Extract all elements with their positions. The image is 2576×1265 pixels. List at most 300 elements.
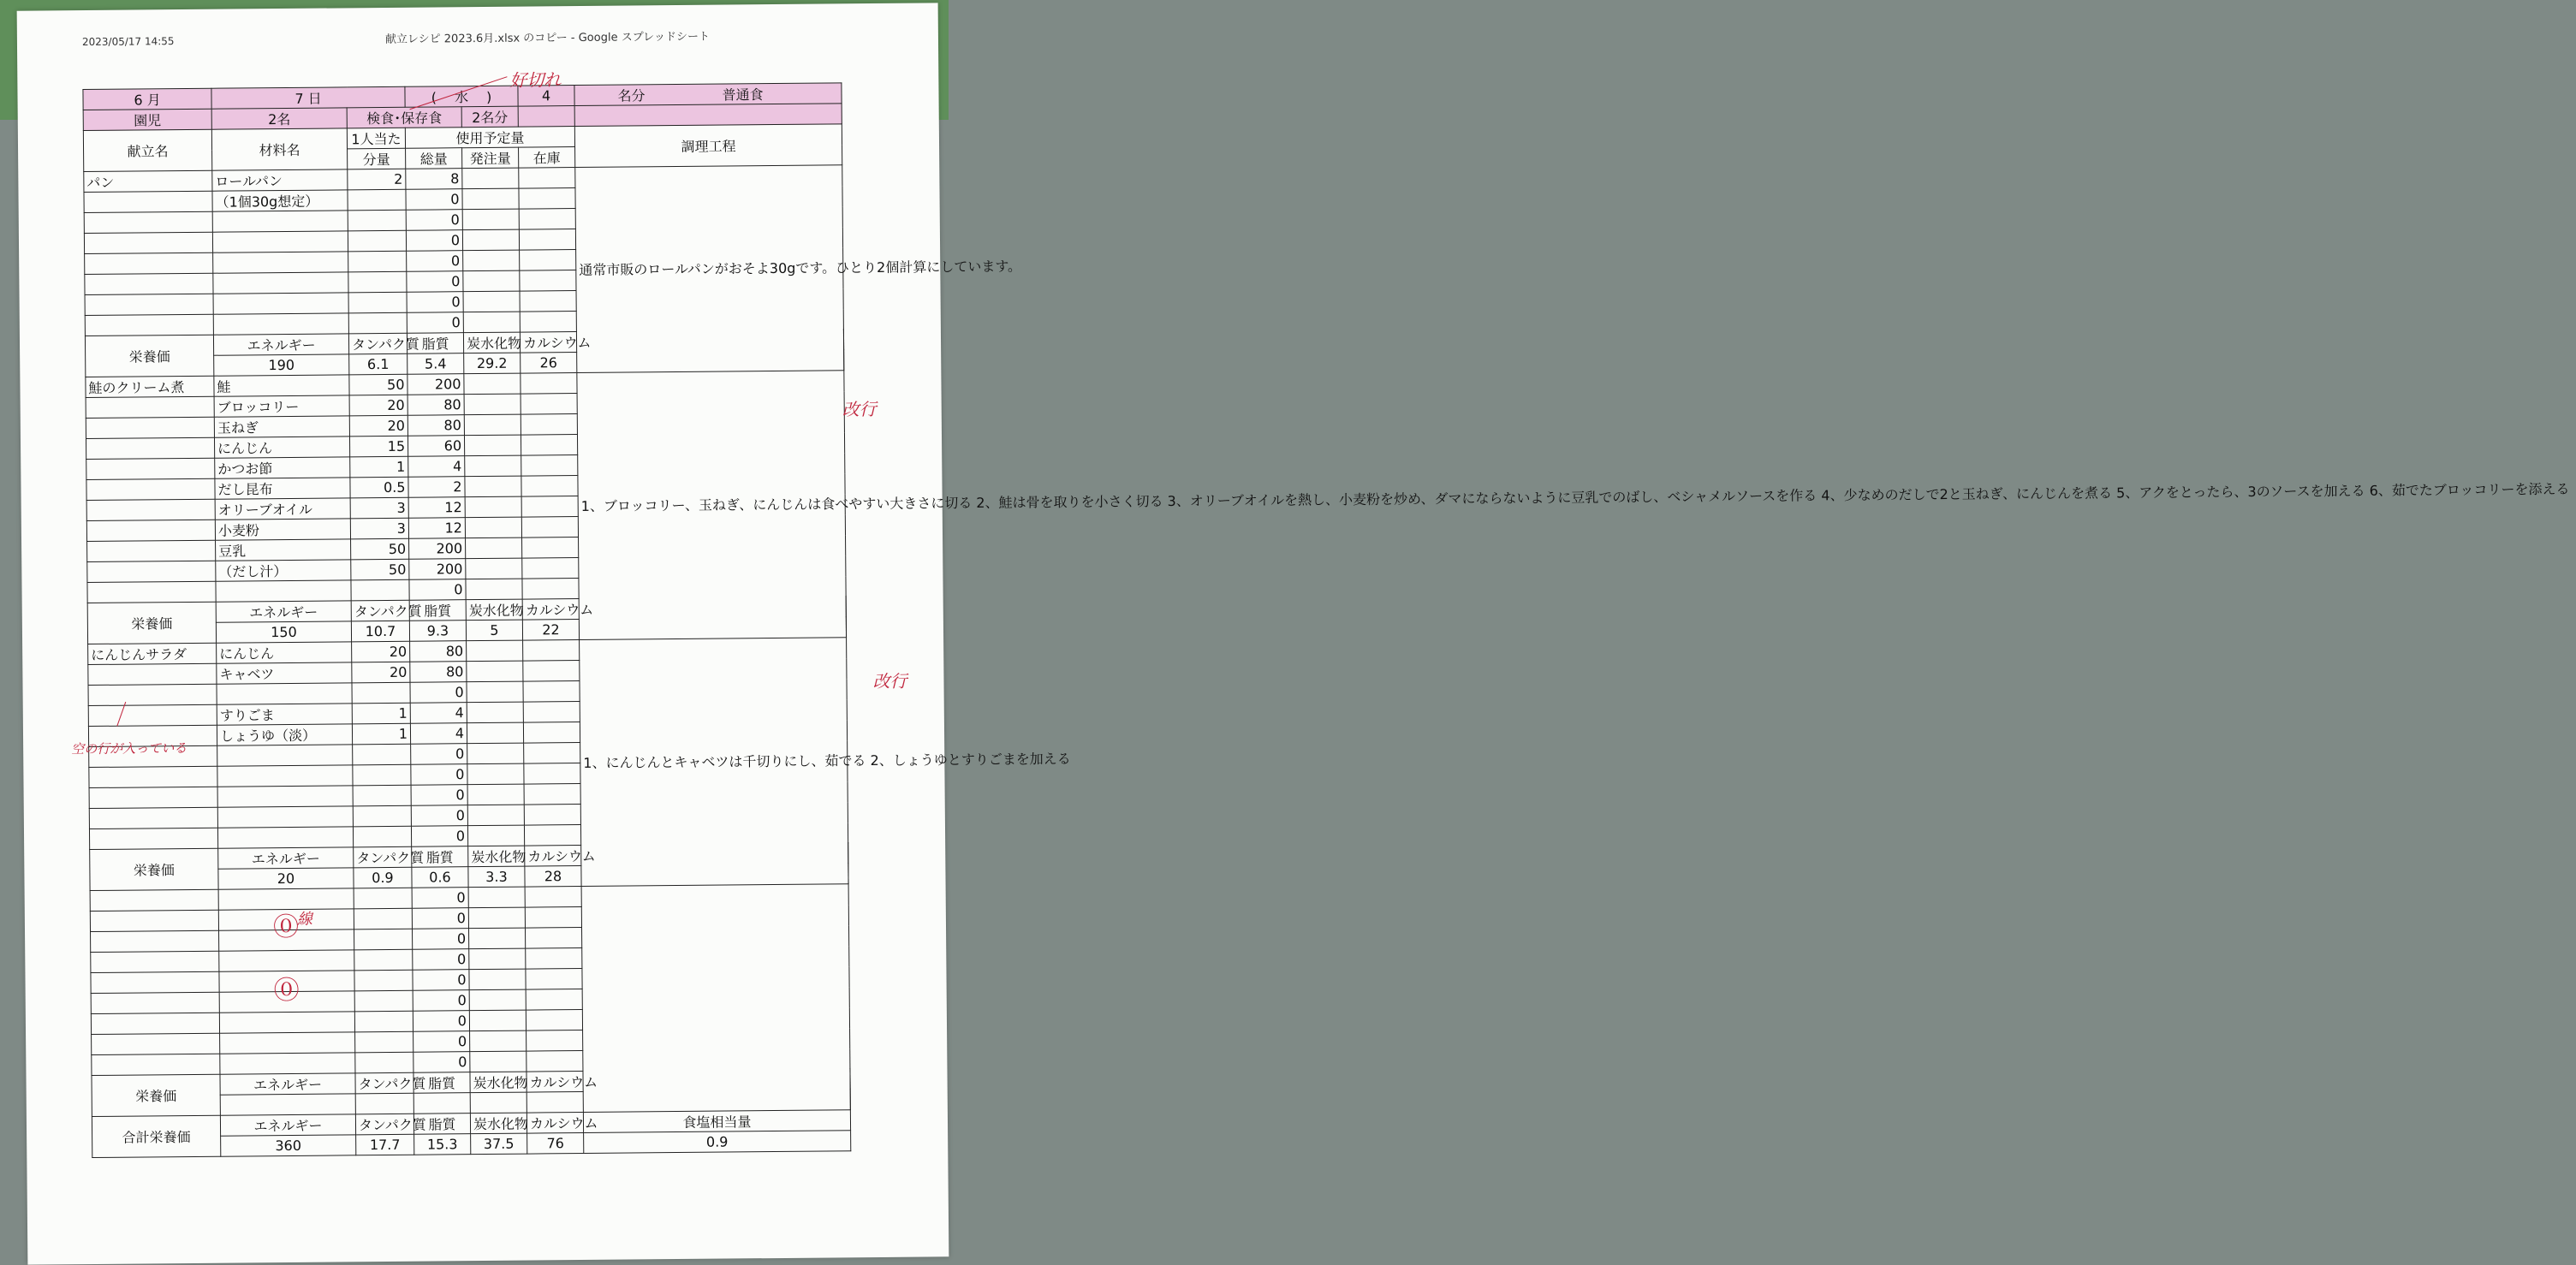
nutrition-value: 3.3 [468, 866, 525, 888]
total-value: 0 [411, 826, 467, 847]
menu-name [89, 807, 217, 828]
menu-name: にんじんサラダ [88, 643, 217, 664]
menu-name [90, 910, 218, 931]
total-value: 0 [406, 210, 462, 231]
col-total: 総量 [406, 148, 462, 169]
amount-value: 3 [350, 497, 408, 519]
ingredient-name [217, 786, 353, 807]
total-value: 0 [407, 251, 463, 272]
children-count: 2名 [211, 108, 347, 129]
order-value [470, 1030, 527, 1052]
order-value [462, 229, 519, 251]
order-value [469, 948, 526, 970]
order-value [463, 250, 520, 271]
total-value: 80 [408, 395, 464, 416]
total-nutrition-value: 17.7 [356, 1134, 414, 1155]
stock-value [519, 168, 575, 189]
ingredient-name: ロールパン [212, 169, 348, 191]
stock-value [523, 702, 580, 723]
stock-value [523, 722, 580, 744]
nutrition-header: 炭水化物 [470, 1072, 527, 1093]
total-nutrition-header: タンパク質 [355, 1114, 413, 1135]
menu-name [89, 828, 217, 849]
amount-value [354, 990, 413, 1012]
order-value [463, 291, 520, 312]
nutrition-value: 5 [466, 620, 522, 641]
total-value: 12 [408, 497, 465, 519]
amount-value: 2 [348, 169, 406, 190]
total-value: 0 [413, 949, 469, 971]
menu-name [86, 458, 215, 479]
menu-name [91, 951, 219, 972]
stock-value [521, 414, 577, 436]
nutrition-header: 脂質 [407, 333, 463, 354]
nutrition-header: エネルギー [218, 847, 354, 869]
weekday-cell: ( 水 ) [405, 86, 518, 107]
nutrition-value: 190 [214, 354, 349, 376]
ingredient-name: オリーブオイル [215, 498, 350, 520]
menu-name [87, 540, 216, 561]
nutrition-header: 炭水化物 [463, 332, 520, 353]
menu-name [91, 930, 219, 952]
stock-value [526, 1010, 582, 1031]
ingredient-name [217, 765, 353, 787]
amount-value: 50 [351, 559, 409, 580]
amount-value: 20 [349, 395, 408, 416]
total-value: 80 [408, 415, 464, 437]
count-cell: 4 [518, 86, 574, 107]
col-per-person: 1人当た [347, 128, 405, 149]
ingredient-name: だし昆布 [215, 478, 350, 499]
menu-name [86, 437, 214, 459]
order-value [464, 435, 521, 456]
order-value [467, 640, 523, 662]
stock-value [523, 640, 580, 662]
nutrition-value: 26 [521, 353, 577, 374]
order-value [467, 702, 523, 723]
ingredient-name: しょうゆ（淡） [217, 724, 352, 745]
ingredient-name: 豆乳 [216, 539, 351, 561]
nutrition-header: エネルギー [213, 334, 348, 355]
ingredient-name [212, 211, 348, 232]
amount-value [348, 210, 406, 231]
order-value [465, 455, 521, 477]
nutrition-header: カルシウム [527, 1071, 583, 1092]
amount-value [354, 929, 413, 950]
nutrition-header: 炭水化物 [466, 599, 522, 621]
order-value [469, 928, 526, 949]
menu-name [85, 252, 213, 274]
order-value [465, 517, 521, 538]
handwritten-circle-1: ⓪ [273, 906, 299, 943]
amount-value: 1 [352, 703, 410, 724]
total-value: 0 [411, 805, 467, 827]
amount-value [348, 189, 406, 211]
ingredient-name [217, 745, 353, 766]
amount-value [353, 805, 411, 827]
stock-value [525, 907, 581, 929]
stock-value [521, 373, 577, 395]
ingredient-name [217, 806, 353, 828]
order-value [466, 579, 522, 600]
order-value [464, 414, 521, 436]
order-value [467, 661, 523, 682]
order-value [463, 312, 520, 333]
nutrition-value: 22 [522, 620, 579, 641]
order-value [469, 1010, 526, 1031]
amount-value [354, 888, 412, 909]
stock-value [524, 805, 580, 826]
process-text: 通常市販のロールパンがおそよ30gです。ひとり2個計算にしています。 [575, 165, 844, 373]
ingredient-name: キャベツ [217, 662, 352, 684]
print-title: 献立レシピ 2023.6月.xlsx のコピー - Google スプレッドシート [385, 27, 710, 46]
menu-name [87, 561, 216, 582]
ingredient-name: すりごま [217, 704, 352, 725]
order-value [463, 270, 520, 292]
menu-name [88, 684, 217, 705]
stock-value [527, 1050, 583, 1072]
ingredient-name [213, 313, 348, 335]
diet-type: 普通食 [722, 86, 763, 103]
total-value: 0 [407, 312, 463, 334]
total-value: 200 [409, 538, 466, 560]
menu-name [89, 766, 217, 787]
order-value [467, 825, 524, 846]
stock-value [526, 948, 582, 970]
stock-value [522, 558, 579, 579]
amount-value [352, 682, 410, 704]
printed-page [17, 3, 949, 1264]
menu-name [84, 211, 212, 233]
amount-value: 1 [352, 723, 410, 745]
menu-name [91, 971, 219, 993]
total-value: 200 [408, 374, 464, 395]
total-value: 4 [410, 703, 467, 724]
total-nutrition-header: 炭水化物 [470, 1113, 527, 1134]
order-value [467, 763, 524, 785]
amount-value [353, 785, 411, 806]
total-value: 80 [410, 641, 467, 662]
total-value: 4 [410, 723, 467, 745]
total-value: 12 [408, 518, 465, 539]
handwritten-note-kaigyo-2: 改行 [872, 668, 907, 692]
ingredient-name [216, 580, 351, 602]
total-nutrition-value: 37.5 [471, 1133, 527, 1155]
total-nutrition-header: エネルギー [220, 1114, 355, 1136]
ingredient-name [220, 1032, 355, 1054]
ingredient-name [217, 827, 353, 848]
stock-value [521, 496, 578, 518]
handwritten-note-sen: 線 [297, 907, 312, 929]
stock-value [519, 188, 575, 210]
total-value: 0 [412, 888, 468, 909]
ingredient-name: 玉ねぎ [214, 416, 349, 437]
total-value: 0 [413, 990, 469, 1012]
stock-value [520, 291, 576, 312]
order-value [469, 969, 526, 990]
nutrition-value [413, 1093, 470, 1114]
nutrition-header: 脂質 [409, 600, 466, 621]
ingredient-name [213, 272, 348, 294]
total-value: 0 [409, 579, 466, 601]
amount-value [348, 251, 407, 272]
order-value [465, 496, 521, 518]
stock-value [519, 209, 575, 230]
menu-name [86, 396, 214, 418]
total-value: 0 [413, 970, 469, 991]
nutrition-value: 6.1 [349, 353, 408, 375]
nutrition-label: 栄養価 [87, 602, 216, 644]
stock-value [523, 661, 580, 682]
order-value [467, 681, 523, 703]
month-cell: 6 月 [83, 88, 211, 110]
stock-value [521, 476, 578, 497]
amount-value: 0.5 [350, 477, 408, 498]
menu-name [86, 520, 215, 541]
amount-value: 20 [352, 641, 410, 662]
children-label: 園児 [83, 109, 211, 130]
total-value: 0 [410, 682, 467, 704]
nutrition-header: タンパク質 [355, 1072, 413, 1094]
amount-value [351, 579, 409, 601]
handwritten-note-kaigyo-1: 改行 [842, 395, 877, 420]
total-nutrition-value: 76 [527, 1132, 584, 1154]
print-date: 2023/05/17 14:55 [82, 35, 175, 48]
ingredient-name: にんじん [217, 642, 352, 663]
total-value: 0 [407, 271, 463, 293]
nutrition-header: タンパク質 [351, 600, 409, 621]
order-value [464, 394, 521, 415]
nutrition-value [527, 1091, 583, 1113]
col-planned: 使用予定量 [405, 127, 574, 149]
nutrition-value: 0.9 [354, 867, 412, 888]
recipe-table [82, 82, 851, 1158]
kenshoku-count: 2名分 [461, 106, 518, 128]
menu-name [86, 478, 215, 500]
ingredient-name: かつお節 [215, 457, 350, 478]
stock-value [524, 825, 580, 846]
order-value [465, 476, 521, 497]
nutrition-value: 10.7 [351, 621, 409, 642]
amount-value: 3 [350, 518, 408, 539]
stock-value [520, 250, 576, 271]
total-nutrition-header: カルシウム [527, 1112, 583, 1133]
menu-name [91, 992, 219, 1013]
nutrition-value [470, 1092, 527, 1114]
order-value [467, 805, 524, 826]
stock-value [524, 763, 580, 785]
menu-name [84, 191, 212, 212]
nutrition-value: 150 [216, 621, 351, 643]
nutrition-header: 炭水化物 [468, 846, 525, 867]
ingredient-name [213, 293, 348, 314]
total-value: 0 [413, 1011, 469, 1032]
menu-name [86, 417, 214, 438]
process-text: 1、にんじんとキャベツは千切りにし、茹でる 2、しょうゆとすりごまを加える [580, 638, 849, 887]
nutrition-header: エネルギー [220, 1073, 355, 1095]
amount-value [354, 970, 413, 991]
amount-value [348, 230, 406, 252]
total-value: 4 [408, 456, 465, 478]
handwritten-note-empty-row: 空の行が入っている [71, 739, 187, 757]
col-menu: 献立名 [83, 129, 211, 171]
order-value [462, 168, 519, 189]
total-value: 8 [406, 169, 462, 190]
total-nutrition-label: 合計栄養価 [92, 1115, 220, 1157]
order-value [464, 373, 521, 395]
process-text: 1、ブロッコリー、玉ねぎ、にんじんは食べやすい大きさに切る 2、鮭は骨を取りを小さく切る 3、オリーブオイルを熱し、小麦粉を炒め、ダマにならないように豆乳でのばし、ベシャメルソースを作る 4、少なめのだしで2と玉ねぎ、にんじんを煮る 5、アクをとったら、3のソースを加える 6、茹でたブロッコリーを添える [577, 371, 847, 640]
menu-name [87, 581, 216, 603]
stock-value [523, 681, 580, 703]
nutrition-header: エネルギー [216, 601, 351, 622]
total-value: 0 [411, 764, 467, 786]
order-value [462, 209, 519, 230]
menu-name [90, 889, 218, 911]
amount-value [354, 1011, 413, 1032]
col-order: 発注量 [462, 147, 519, 169]
nutrition-header: カルシウム [520, 332, 576, 353]
stock-value [521, 517, 578, 538]
meishi-diet-cell [574, 83, 842, 106]
order-value [470, 1051, 527, 1072]
amount-value: 50 [351, 538, 409, 560]
ingredient-name [219, 1012, 354, 1033]
order-value [468, 907, 525, 929]
stock-value [527, 1030, 583, 1052]
amount-value [354, 949, 413, 971]
order-value [467, 784, 524, 805]
stock-value [526, 969, 582, 990]
stock-value [520, 312, 576, 333]
amount-value: 20 [352, 662, 410, 683]
handwritten-note-top: 好切れ [509, 66, 561, 92]
menu-name [86, 499, 215, 520]
nutrition-value [355, 1093, 413, 1114]
menu-name [85, 294, 213, 315]
col-process: 調理工程 [574, 124, 842, 168]
nutrition-value: 29.2 [464, 353, 521, 374]
amount-value [348, 271, 407, 293]
col-stock: 在庫 [519, 147, 575, 169]
stock-value [521, 435, 577, 456]
amount-value [355, 1052, 413, 1073]
total-value: 0 [406, 189, 462, 211]
ingredient-name [220, 1053, 355, 1074]
ingredient-name: 小麦粉 [215, 519, 350, 540]
menu-name: パン [84, 170, 212, 192]
nutrition-header: カルシウム [525, 846, 581, 867]
amount-value [353, 744, 411, 765]
total-nutrition-value: 360 [221, 1135, 356, 1156]
stock-value [526, 928, 582, 949]
total-value: 0 [412, 908, 468, 929]
nutrition-header: 脂質 [412, 846, 468, 868]
nutrition-value: 5.4 [408, 353, 464, 375]
amount-value: 15 [349, 436, 408, 457]
total-nutrition-header: 食塩相当量 [583, 1110, 850, 1133]
total-value: 80 [410, 662, 467, 683]
menu-name [91, 1013, 219, 1034]
nutrition-header: タンパク質 [348, 333, 407, 354]
nutrition-value: 20 [218, 868, 354, 889]
amount-value [348, 292, 407, 313]
stock-value [522, 579, 579, 600]
total-nutrition-value: 15.3 [414, 1134, 471, 1155]
ingredient-name: （1個30g想定） [212, 190, 348, 211]
ingredient-name: にんじん [214, 437, 349, 458]
total-value: 0 [413, 1031, 470, 1053]
amount-value [348, 312, 407, 334]
menu-name [88, 663, 217, 685]
amount-value: 50 [349, 374, 408, 395]
order-value [469, 989, 526, 1011]
stock-value [525, 887, 581, 908]
recipe-sheet [82, 82, 851, 1158]
menu-name [89, 787, 217, 808]
amount-value: 1 [350, 456, 408, 478]
ingredient-name [212, 231, 348, 252]
amount-value [353, 826, 411, 847]
nutrition-header: タンパク質 [354, 846, 412, 868]
total-value: 0 [411, 744, 467, 765]
order-value [468, 887, 525, 908]
total-nutrition-header: 脂質 [413, 1114, 470, 1135]
ingredient-name: （だし汁） [216, 560, 351, 581]
total-value: 0 [413, 929, 469, 950]
total-value: 0 [407, 292, 463, 313]
nutrition-label: 栄養価 [92, 1074, 220, 1116]
handwritten-circle-2: ⓪ [273, 969, 299, 1007]
total-value: 2 [408, 477, 465, 498]
stock-value [520, 270, 576, 292]
col-amount: 分量 [348, 148, 406, 169]
process-text [581, 884, 850, 1113]
amount-value [353, 764, 411, 786]
total-value: 200 [409, 559, 466, 580]
menu-name: 鮭のクリーム煮 [86, 376, 214, 397]
total-nutrition-value: 0.9 [584, 1131, 851, 1154]
nutrition-header: 脂質 [413, 1072, 470, 1094]
nutrition-value: 28 [525, 866, 581, 888]
ingredient-name: ブロッコリー [214, 395, 349, 417]
total-value: 0 [411, 785, 467, 806]
order-value [467, 722, 523, 744]
nutrition-value: 9.3 [409, 621, 466, 642]
ingredient-name [213, 252, 348, 273]
stock-value [522, 537, 579, 559]
nutrition-label: 栄養価 [85, 335, 213, 377]
menu-name [92, 1054, 220, 1075]
amount-value [355, 1031, 413, 1053]
amount-value [354, 908, 412, 929]
total-value: 60 [408, 436, 464, 457]
menu-name [92, 1033, 220, 1054]
order-value [466, 558, 522, 579]
ingredient-name [217, 683, 352, 704]
kenshoku-label: 検食･保存食 [347, 107, 461, 128]
order-value [467, 743, 524, 764]
stock-value [524, 784, 580, 805]
stock-value [526, 989, 582, 1011]
total-value: 0 [406, 230, 462, 252]
nutrition-value [220, 1094, 355, 1115]
menu-name [84, 232, 212, 253]
menu-name [85, 314, 213, 336]
nutrition-value: 0.6 [412, 867, 468, 888]
menu-name [85, 273, 213, 294]
nutrition-label: 栄養価 [90, 848, 218, 890]
menu-name [88, 704, 217, 726]
